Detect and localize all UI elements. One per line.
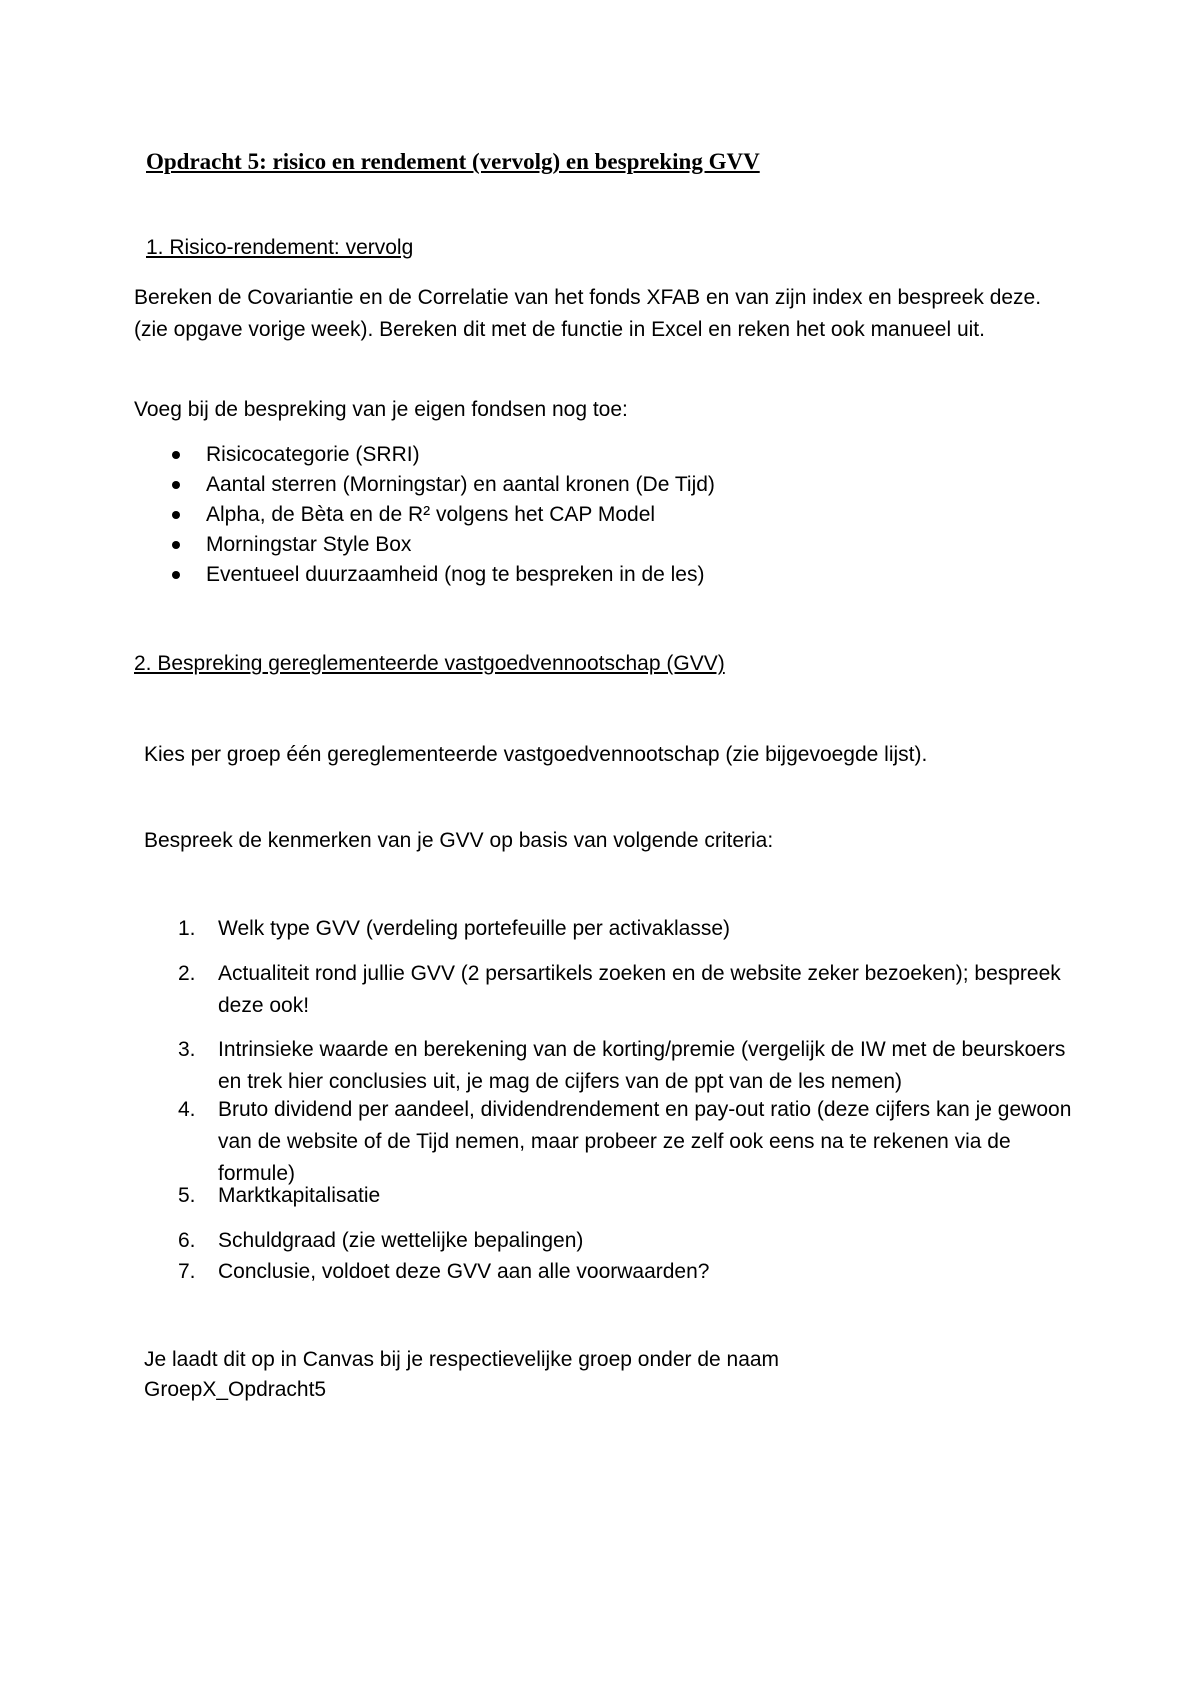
list-item: 6. Schuldgraad (zie wettelijke bepalingen) [178, 1229, 584, 1252]
list-item: 2. Actualiteit rond jullie GVV (2 persartikels zoeken en de website zeker bezoeken); bespreek deze ook! [178, 962, 1061, 1017]
section-1-intro: Bereken de Covariantie en de Correlatie van het fonds XFAB en van zijn index en bespreek deze. (zie opgave vorige week). Bereken dit met de functie in Excel en reken het ook manueel uit. [134, 286, 1042, 341]
section-2-criteria-lead: Bespreek de kenmerken van je GVV op basis van volgende criteria: [144, 829, 774, 852]
bullet-list [134, 440, 715, 590]
list-item: 5. Marktkapitalisatie [178, 1184, 381, 1207]
list-item: Eventueel duurzaamheid (nog te bespreken in de les) [134, 560, 715, 590]
bullet-icon [172, 451, 180, 459]
list-item: 7. Conclusie, voldoet deze GVV aan alle voorwaarden? [178, 1260, 710, 1283]
list-item: Aantal sterren (Morningstar) en aantal kronen (De Tijd) [134, 470, 715, 500]
page-title: Opdracht 5: risico en rendement (vervolg) en bespreking GVV [146, 149, 760, 174]
bullet-icon [172, 481, 180, 489]
list-item: 1. Welk type GVV (verdeling portefeuille per activaklasse) [178, 917, 731, 940]
upload-instruction: Je laadt dit op in Canvas bij je respectievelijke groep onder de naam [144, 1348, 780, 1371]
bullet-icon [172, 541, 180, 549]
section-2-choose: Kies per groep één gereglementeerde vastgoedvennootschap (zie bijgevoegde lijst). [144, 743, 928, 766]
upload-filename: GroepX_Opdracht5 [144, 1378, 327, 1401]
section-1-heading: 1. Risico-rendement: vervolg [146, 236, 414, 259]
list-item: 4. Bruto dividend per aandeel, dividendrendement en pay-out ratio (deze cijfers kan je gewoon van de website of de Tijd nemen, maar probeer ze zelf ook eens na te rekenen via de formule) [178, 1098, 1072, 1185]
bullet-icon [172, 571, 180, 579]
list-item: Morningstar Style Box [134, 530, 715, 560]
section-1-lead: Voeg bij de bespreking van je eigen fondsen nog toe: [134, 398, 628, 421]
list-item: 3. Intrinsieke waarde en berekening van de korting/premie (vergelijk de IW met de beurskoers en trek hier conclusies uit, je mag de cijfers van de ppt van de les nemen) [178, 1038, 1066, 1093]
section-2-heading: 2. Bespreking gereglementeerde vastgoedvennootschap (GVV) [134, 652, 725, 675]
list-item: Risicocategorie (SRRI) [134, 440, 715, 470]
list-item: Alpha, de Bèta en de R² volgens het CAP Model [134, 500, 715, 530]
bullet-icon [172, 511, 180, 519]
